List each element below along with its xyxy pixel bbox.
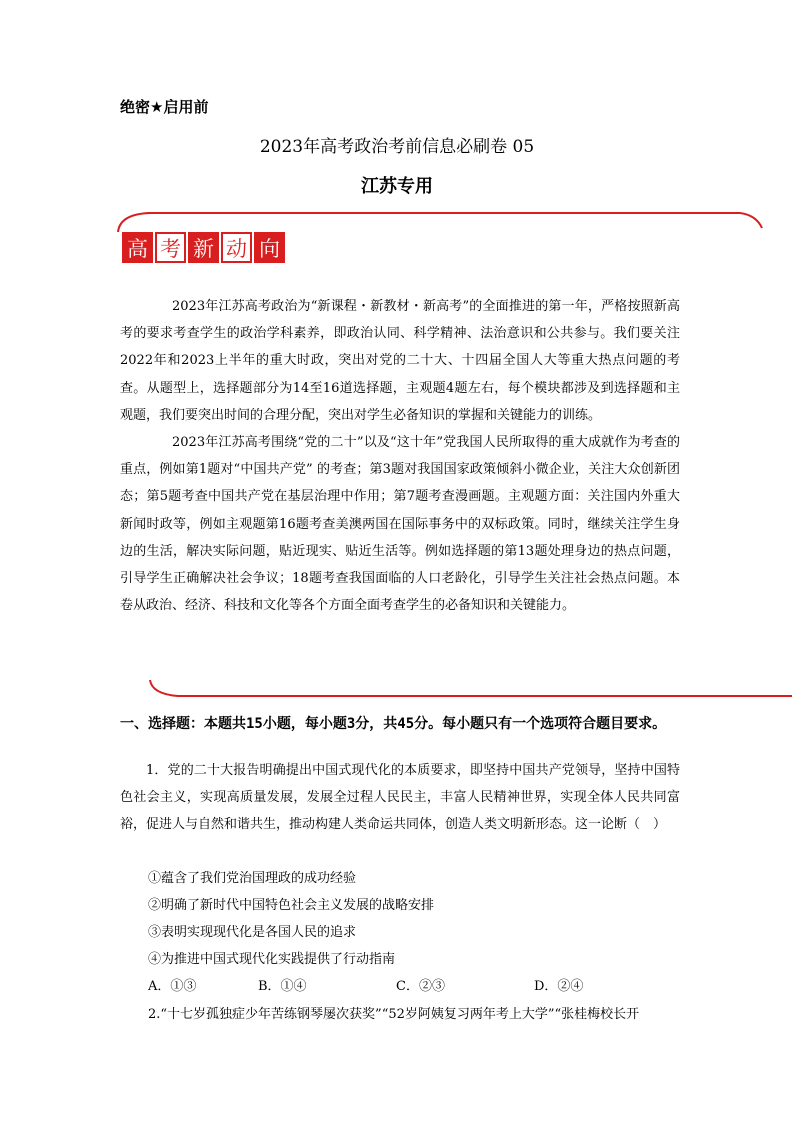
statement-3: ③表明实现现代化是各国人民的追求 xyxy=(148,925,357,940)
badge-char: 动 xyxy=(221,232,252,263)
statement-4: ④为推进中国式现代化实践提供了行动指南 xyxy=(148,952,396,967)
intro-text xyxy=(120,293,680,619)
badge-char: 考 xyxy=(155,232,186,263)
section-heading: 一、选择题：本题共15小题，每小题3分，共45分。每小题只有一个选项符合题目要求。 xyxy=(120,716,667,732)
page-subtitle: 江苏专用 xyxy=(361,176,433,197)
page-title: 2023年高考政治考前信息必刷卷 05 xyxy=(259,137,535,157)
statement-1: ①蕴含了我们党治国理政的成功经验 xyxy=(148,871,357,886)
question-1 xyxy=(120,757,680,839)
choice-a[interactable]: A．①③ xyxy=(148,979,197,994)
choice-b[interactable]: B．①④ xyxy=(258,979,307,994)
badge-char: 向 xyxy=(254,232,285,263)
intro-paragraph-2: 2023年江苏高考围绕“党的二十”以及“这十年”党我国人民所取得的重大成就作为考查的重点，例如第1题对“中国共产党” 的考查；第3题对我国国家政策倾斜小微企业，关注大众创新团态；第5题考查中国共产党在基层治理中作用；第7题考查漫画题。主观题方面：关注国内外重大新闻时政等，例如主观题第16题考查美澳两国在国际事务中的双标政策。同时，继续关注学生身边的生活，解决实际问题，贴近现实、贴近生活等。例如选择题的第13题处理身边的热点问题，引导学生正确解决社会争议；18题考查我国面临的人口老龄化，引导学生关注社会热点问题。本卷从政治、经济、科技和文化等各个方面全面考查学生的必备知识和关键能力。 xyxy=(120,435,680,614)
choice-c[interactable]: C．②③ xyxy=(396,979,445,994)
new-trend-badge xyxy=(122,232,285,263)
frame-bottom-curve xyxy=(150,680,792,696)
question-2-stem: 2.“十七岁孤独症少年苦练钢琴屡次获奖”“52岁阿姨复习两年考上大学”“张桂梅校长开 xyxy=(148,1007,640,1022)
secret-label: 绝密★启用前 xyxy=(120,98,209,116)
badge-char: 新 xyxy=(188,232,219,263)
choice-d[interactable]: D．②④ xyxy=(534,979,584,994)
question-1-stem: 1．党的二十大报告明确提出中国式现代化的本质要求，即坚持中国共产党领导，坚持中国特色社会主义，实现高质量发展，发展全过程人民民主，丰富人民精神世界，实现全体人民共同富裕，促进人与自然和谐共生，推动构建人类命运共同体，创造人类文明新形态。这一论断（ ） xyxy=(120,763,680,833)
statement-2: ②明确了新时代中国特色社会主义发展的战略安排 xyxy=(148,898,435,913)
badge-char: 高 xyxy=(122,232,153,263)
intro-paragraph-1: 2023年江苏高考政治为“新课程・新教材・新高考”的全面推进的第一年，严格按照新高考的要求考查学生的政治学科素养，即政治认同、科学精神、法治意识和公共参与。我们要关注2022年和2023上半年的重大时政，突出对党的二十大、十四届全国人大等重大热点问题的考查。从题型上，选择题部分为14至16道选择题，主观题4题左右，每个模块都涉及到选择题和主观题，我们要突出时间的合理分配，突出对学生必备知识的掌握和关键能力的训练。 xyxy=(120,299,680,423)
frame-top-curve xyxy=(118,213,762,232)
